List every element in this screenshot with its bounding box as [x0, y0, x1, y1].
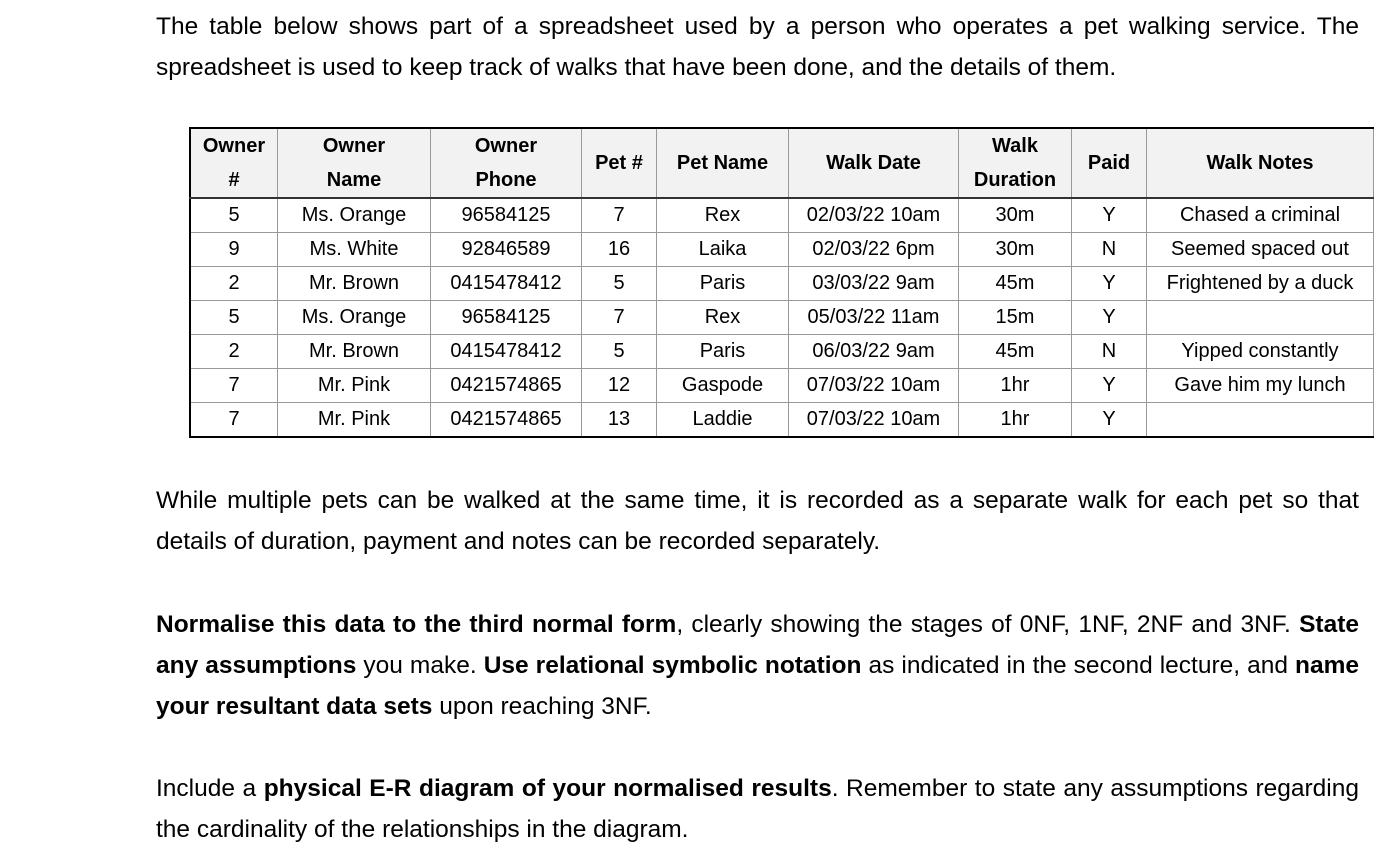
cell-pet-number: 5: [582, 335, 657, 369]
cell-walk-date: 02/03/22 6pm: [789, 233, 959, 267]
header-owner-name: Owner Name: [278, 128, 431, 198]
cell-walk-date: 07/03/22 10am: [789, 369, 959, 403]
cell-pet-name: Laika: [657, 233, 789, 267]
cell-owner-name: Mr. Pink: [278, 403, 431, 438]
cell-walk-notes: Yipped constantly: [1147, 335, 1374, 369]
cell-owner-phone: 0421574865: [431, 403, 582, 438]
cell-owner-phone: 0415478412: [431, 335, 582, 369]
cell-paid: Y: [1072, 301, 1147, 335]
intro-paragraph: The table below shows part of a spreadsheet used by a person who operates a pet walking service. The spreadsheet is used to keep track of walks that have been done, and the details of them.: [156, 13, 1359, 81]
header-walk-duration: Walk Duration: [959, 128, 1072, 198]
cell-walk-duration: 1hr: [959, 369, 1072, 403]
cell-owner-name: Mr. Brown: [278, 335, 431, 369]
cell-pet-name: Rex: [657, 301, 789, 335]
cell-walk-notes: [1147, 403, 1374, 438]
instruction-assumptions: State any assumptions: [156, 611, 1360, 679]
cell-owner-name: Ms. White: [278, 233, 431, 267]
cell-paid: N: [1072, 335, 1147, 369]
cell-walk-date: 05/03/22 11am: [789, 301, 959, 335]
table-row: [190, 369, 1374, 403]
cell-owner-phone: 0415478412: [431, 267, 582, 301]
instruction-er-diagram: physical E-R diagram of your normalised results: [263, 775, 832, 802]
table-row: [190, 403, 1374, 438]
cell-pet-number: 16: [582, 233, 657, 267]
cell-pet-number: 7: [582, 301, 657, 335]
cell-owner-name: Ms. Orange: [278, 198, 431, 233]
header-pet-name: Pet Name: [657, 128, 789, 198]
cell-paid: Y: [1072, 198, 1147, 233]
cell-owner-number: 2: [190, 267, 278, 301]
cell-owner-phone: 96584125: [431, 301, 582, 335]
cell-owner-name: Mr. Pink: [278, 369, 431, 403]
table-row: [190, 233, 1374, 267]
cell-owner-name: Mr. Brown: [278, 267, 431, 301]
header-owner-phone: Owner Phone: [431, 128, 582, 198]
cell-owner-number: 5: [190, 198, 278, 233]
cell-pet-name: Gaspode: [657, 369, 789, 403]
table-header-row: [190, 128, 1374, 198]
instruction-name-datasets: name your resultant data sets: [156, 652, 1360, 720]
cell-paid: Y: [1072, 369, 1147, 403]
cell-walk-notes: Frightened by a duck: [1147, 267, 1374, 301]
header-paid: Paid: [1072, 128, 1147, 198]
table-row: [190, 198, 1374, 233]
header-owner-number: Owner #: [190, 128, 278, 198]
cell-walk-duration: 45m: [959, 335, 1072, 369]
cell-owner-number: 9: [190, 233, 278, 267]
table-row: [190, 267, 1374, 301]
cell-paid: N: [1072, 233, 1147, 267]
cell-walk-date: 06/03/22 9am: [789, 335, 959, 369]
cell-paid: Y: [1072, 267, 1147, 301]
cell-owner-number: 2: [190, 335, 278, 369]
instructions-paragraph: Normalise this data to the third normal form, clearly showing the stages of 0NF, 1NF, 2NF and 3NF. State any assumptions you make. Use relational symbolic notation as indicated in the second lecture, and name your resultant data sets upon reaching 3NF.: [156, 611, 1360, 720]
cell-walk-date: 02/03/22 10am: [789, 198, 959, 233]
table-row: [190, 301, 1374, 335]
cell-walk-duration: 1hr: [959, 403, 1072, 438]
header-walk-date: Walk Date: [789, 128, 959, 198]
cell-walk-duration: 45m: [959, 267, 1072, 301]
cell-walk-notes: Chased a criminal: [1147, 198, 1374, 233]
cell-pet-name: Paris: [657, 267, 789, 301]
cell-walk-date: 03/03/22 9am: [789, 267, 959, 301]
er-diagram-paragraph: Include a physical E-R diagram of your normalised results. Remember to state any assumptions regarding the cardinality of the relationships in the diagram.: [156, 775, 1359, 843]
cell-pet-number: 7: [582, 198, 657, 233]
cell-pet-number: 12: [582, 369, 657, 403]
multi-pet-paragraph: While multiple pets can be walked at the same time, it is recorded as a separate walk for each pet so that details of duration, payment and notes can be recorded separately.: [156, 487, 1359, 555]
cell-pet-number: 5: [582, 267, 657, 301]
cell-owner-number: 7: [190, 369, 278, 403]
cell-paid: Y: [1072, 403, 1147, 438]
cell-walk-notes: [1147, 301, 1374, 335]
cell-pet-name: Laddie: [657, 403, 789, 438]
cell-walk-notes: Gave him my lunch: [1147, 369, 1374, 403]
instruction-notation: Use relational symbolic notation: [483, 652, 862, 679]
cell-walk-date: 07/03/22 10am: [789, 403, 959, 438]
cell-pet-name: Rex: [657, 198, 789, 233]
cell-walk-duration: 15m: [959, 301, 1072, 335]
header-pet-number: Pet #: [582, 128, 657, 198]
cell-owner-name: Ms. Orange: [278, 301, 431, 335]
cell-owner-number: 7: [190, 403, 278, 438]
cell-walk-notes: Seemed spaced out: [1147, 233, 1374, 267]
cell-walk-duration: 30m: [959, 233, 1072, 267]
header-walk-notes: Walk Notes: [1147, 128, 1374, 198]
cell-pet-number: 13: [582, 403, 657, 438]
instruction-normalise: Normalise this data to the third normal form: [156, 611, 677, 638]
cell-walk-duration: 30m: [959, 198, 1072, 233]
table-body: [190, 198, 1374, 437]
cell-owner-phone: 0421574865: [431, 369, 582, 403]
cell-owner-phone: 96584125: [431, 198, 582, 233]
cell-owner-phone: 92846589: [431, 233, 582, 267]
cell-pet-name: Paris: [657, 335, 789, 369]
cell-owner-number: 5: [190, 301, 278, 335]
walks-table: [189, 127, 1374, 438]
table-row: [190, 335, 1374, 369]
